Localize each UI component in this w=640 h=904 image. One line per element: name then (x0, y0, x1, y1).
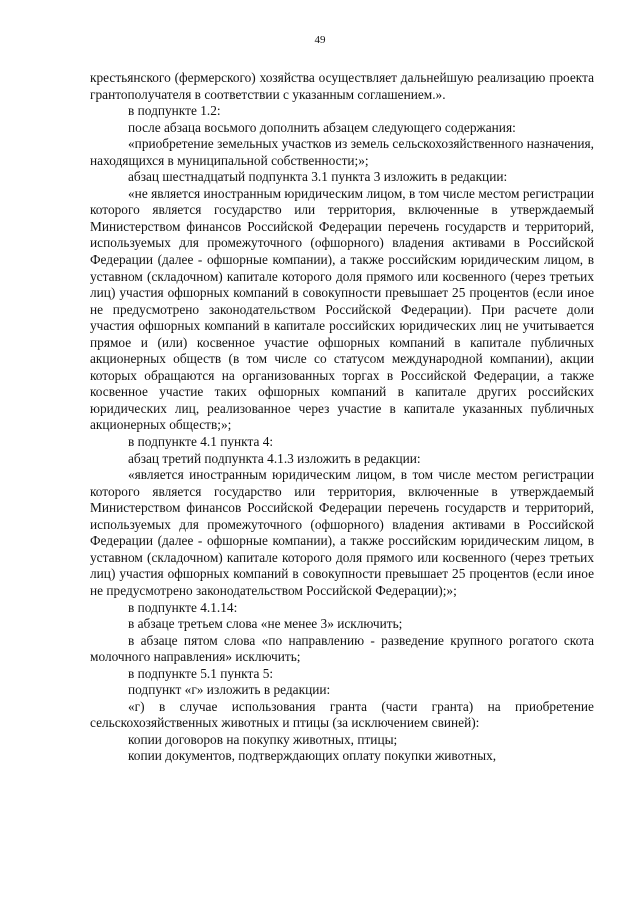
paragraph: после абзаца восьмого дополнить абзацем следующего содержания: (128, 119, 516, 135)
paragraph: «приобретение земельных участков из земель сельскохозяйственного назначения, находящихся в муниципальной собственности;»; (90, 136, 594, 168)
paragraph: подпункт «г» изложить в редакции: (128, 682, 331, 698)
paragraph: в абзаце пятом слова «по направлению - разведение крупного рогатого скота молочного направления» исключить; (90, 632, 594, 665)
paragraph: копии документов, подтверждающих оплату покупки животных, (128, 748, 497, 764)
paragraph: «является иностранным юридическим лицом, в том числе местом регистрации которого является государство или территория, включенные в утверждаемый Министерством финансов Российской Федерации перечень государств и территорий, используемых для промежуточного (офшорного) владения активами в Российской Федерации (далее - офшорные компании), а также российским юридическим лицом, в уставном (складочном) капитале которого доля прямого или косвенного (через третьих лиц) участия офшорных компаний в совокупности превышает 25 процентов (если иное не предусмотрено законодательством Российской Федерации);»; (90, 467, 594, 598)
paragraph: крестьянского (фермерского) хозяйства осуществляет дальнейшую реализацию проекта грантополучателя в соответствии с указанным соглашением.». (90, 70, 594, 102)
paragraph: в подпункте 1.2: (128, 103, 221, 119)
paragraph: абзац шестнадцатый подпункта 3.1 пункта 3 изложить в редакции: (128, 169, 508, 185)
page-number: 49 (314, 34, 326, 46)
paragraph: в подпункте 5.1 пункта 5: (128, 665, 274, 681)
paragraph: копии договоров на покупку животных, птицы; (128, 731, 398, 747)
paragraph: «не является иностранным юридическим лицом, в том числе местом регистрации которого является государство или территория, включенные в утверждаемый Министерством финансов Российской Федерации перечень государств и территорий, используемых для промежуточного (офшорного) владения активами в Российской Федерации (далее - офшорные компании), а также российским юридическим лицом, в уставном (складочном) капитале которого доля прямого или косвенного (через третьих лиц) участия офшорных компаний в совокупности превышает 25 процентов (если иное не предусмотрено законодательством Российской Федерации). При расчете доли участия офшорных компаний в капитале российских юридических лиц не учитывается прямое и (или) косвенное участие офшорных компаний в капитале публичных акционерных обществ (в том числе со статусом международной компании), акции которых обращаются на организованных торгах в Российской Федерации, а также косвенное участие таких офшорных компаний в капитале других российских юридических лиц, реализованное через участие в капитале указанных публичных акционерных обществ;»; (90, 185, 594, 433)
paragraph: в подпункте 4.1.14: (128, 599, 238, 615)
paragraph: абзац третий подпункта 4.1.3 изложить в редакции: (128, 450, 421, 466)
paragraph: в абзаце третьем слова «не менее 3» исключить; (128, 616, 403, 632)
paragraph: «г) в случае использования гранта (части гранта) на приобретение сельскохозяйственных животных и птицы (за исключением свиней): (90, 698, 594, 731)
document-body (90, 70, 594, 765)
paragraph: в подпункте 4.1 пункта 4: (128, 434, 274, 450)
